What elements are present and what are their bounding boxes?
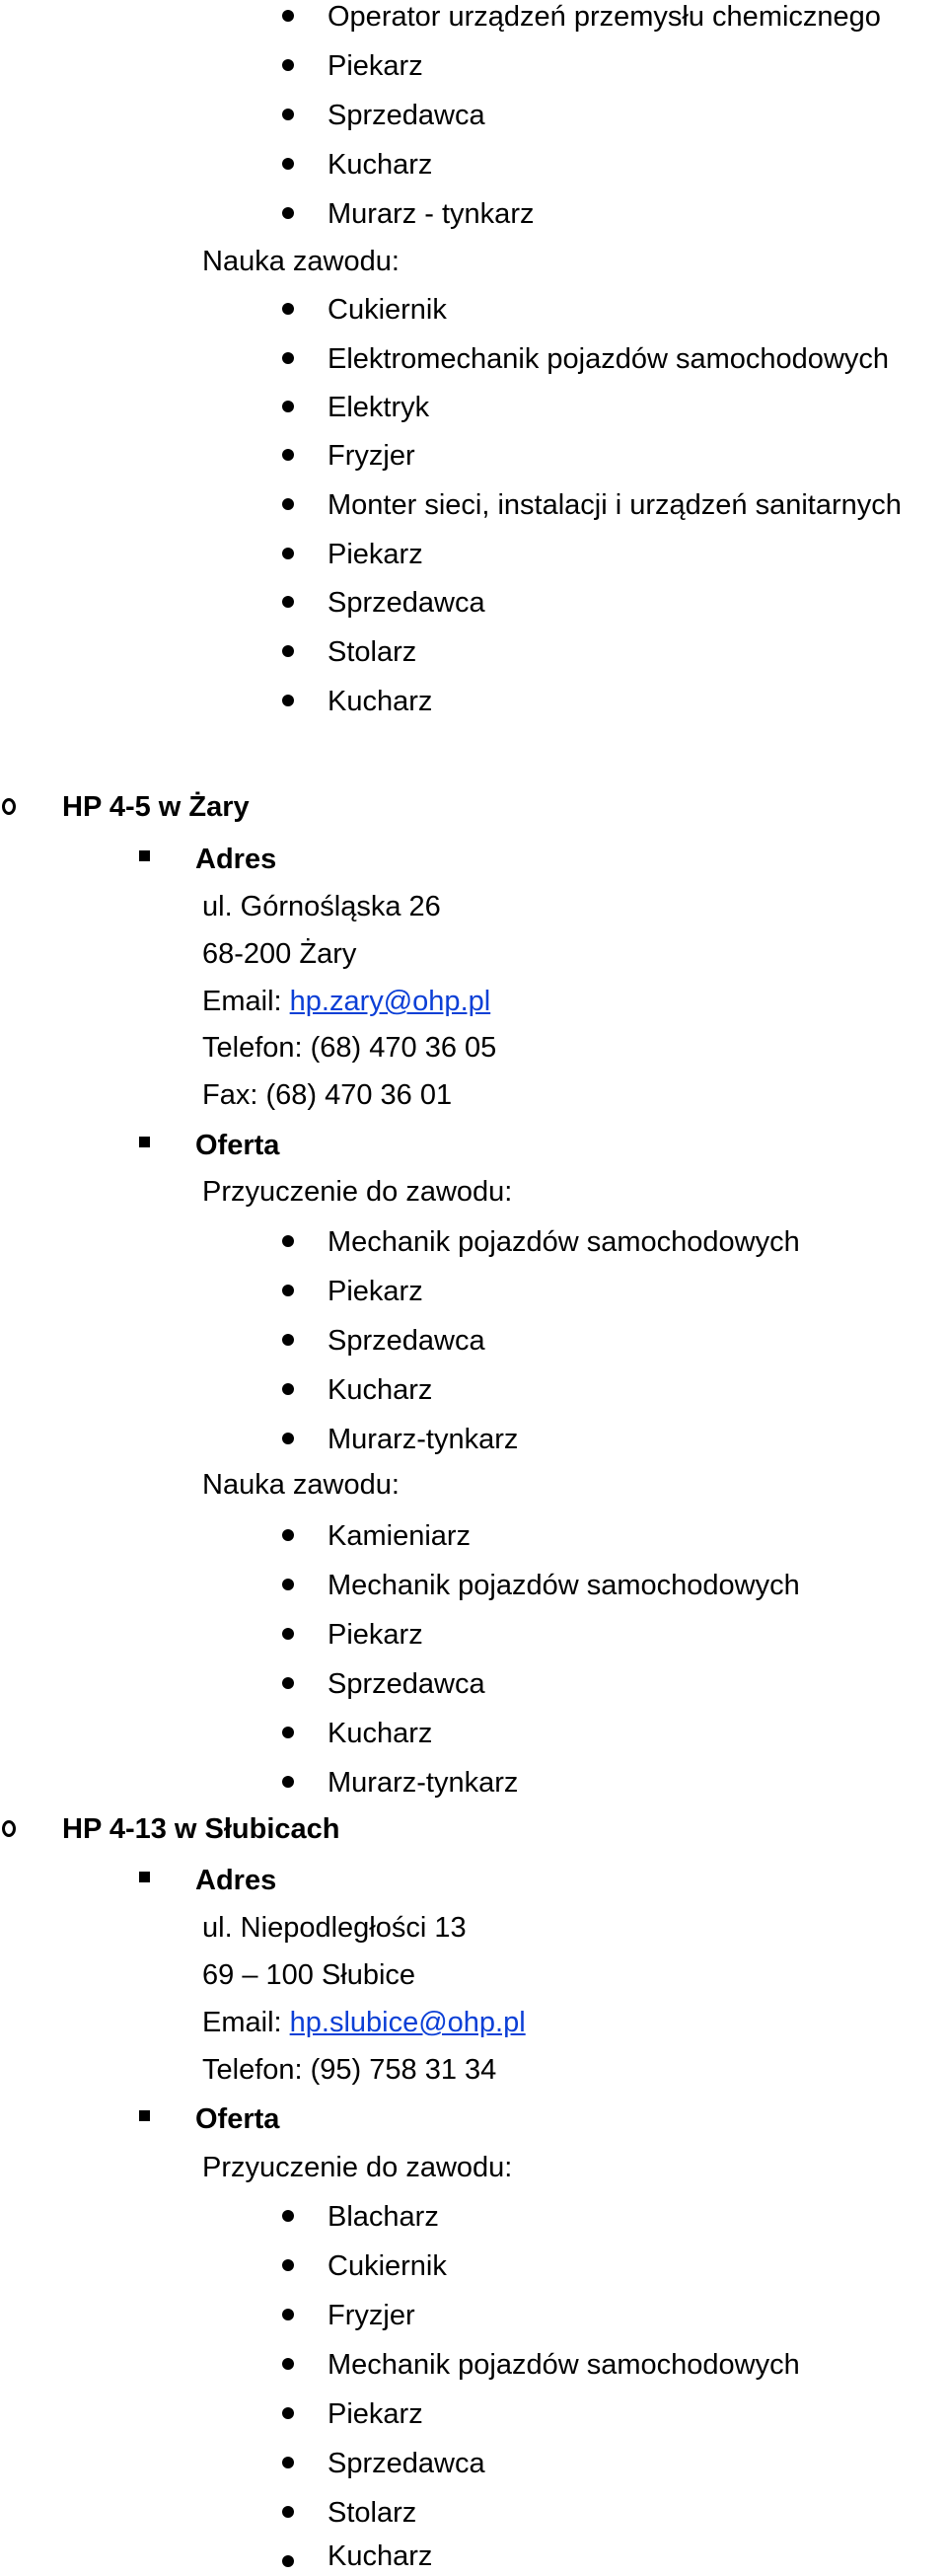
list-item: Piekarz [328, 50, 423, 82]
bullet-icon [282, 498, 294, 510]
bullet-icon [282, 207, 294, 219]
bullet-icon [282, 158, 294, 170]
list-item: Kucharz [328, 2540, 433, 2572]
email-line [202, 2003, 526, 2042]
list-item: Mechanik pojazdów samochodowych [328, 2349, 800, 2381]
email-link[interactable]: hp.zary@ohp.pl [289, 986, 491, 1017]
bullet-icon [282, 1579, 294, 1590]
email-label: Email: [202, 986, 290, 1017]
offer-heading: Oferta [195, 1130, 280, 1161]
list-item: Sprzedawca [328, 587, 485, 619]
bullet-icon [282, 1628, 294, 1640]
square-bullet-icon [139, 850, 150, 861]
bullet-icon [282, 2358, 294, 2370]
apprenticeship-heading: Przyuczenie do zawodu: [202, 2152, 513, 2183]
square-bullet-icon [139, 2110, 150, 2121]
list-item: Kucharz [328, 149, 433, 181]
bullet-icon [282, 596, 294, 608]
email-label: Email: [202, 2007, 290, 2038]
vocational-heading: Nauka zawodu: [202, 246, 400, 277]
email-line [202, 982, 490, 1021]
bullet-icon [282, 1529, 294, 1541]
vocational-heading: Nauka zawodu: [202, 1469, 400, 1501]
offer-heading: Oferta [195, 2103, 280, 2135]
branch-title: HP 4-13 w Słubicach [62, 1813, 340, 1845]
list-item: Elektryk [328, 392, 430, 423]
list-item: Kucharz [328, 1718, 433, 1749]
email-link[interactable]: hp.slubice@ohp.pl [289, 2007, 526, 2038]
bullet-icon [282, 645, 294, 657]
list-item: Elektromechanik pojazdów samochodowych [328, 343, 890, 375]
list-item: Sprzedawca [328, 1325, 485, 1357]
list-item: Sprzedawca [328, 2448, 485, 2479]
apprenticeship-heading: Przyuczenie do zawodu: [202, 1176, 513, 1208]
bullet-icon [282, 548, 294, 559]
list-item: Piekarz [328, 1619, 423, 1651]
bullet-icon [282, 2210, 294, 2222]
list-item: Kamieniarz [328, 1520, 472, 1552]
bullet-icon [282, 2506, 294, 2518]
list-item: Blacharz [328, 2201, 439, 2233]
bullet-icon [282, 2259, 294, 2271]
list-item: Murarz-tynkarz [328, 1767, 519, 1799]
bullet-icon [282, 10, 294, 22]
list-item: Murarz - tynkarz [328, 198, 535, 230]
circle-bullet-icon [2, 1820, 16, 1837]
list-item: Operator urządzeń przemysłu chemicznego [328, 1, 881, 33]
bullet-icon [282, 2457, 294, 2468]
circle-bullet-icon [2, 798, 16, 815]
street-address: ul. Górnośląska 26 [202, 891, 441, 922]
bullet-icon [282, 1334, 294, 1346]
list-item: Fryzjer [328, 440, 415, 472]
bullet-icon [282, 352, 294, 364]
postal-address: 68-200 Żary [202, 938, 357, 970]
list-item: Sprzedawca [328, 1668, 485, 1700]
bullet-icon [282, 401, 294, 412]
bullet-icon [282, 109, 294, 120]
bullet-icon [282, 1433, 294, 1444]
bullet-icon [282, 2555, 294, 2567]
phone-number: Telefon: (68) 470 36 05 [202, 1032, 497, 1064]
list-item: Murarz-tynkarz [328, 1424, 519, 1455]
bullet-icon [282, 1285, 294, 1296]
bullet-icon [282, 303, 294, 315]
address-heading: Adres [195, 1865, 277, 1896]
bullet-icon [282, 1727, 294, 1738]
bullet-icon [282, 2407, 294, 2419]
list-item: Piekarz [328, 1276, 423, 1307]
bullet-icon [282, 59, 294, 71]
list-item: Kucharz [328, 1374, 433, 1406]
square-bullet-icon [139, 1137, 150, 1147]
street-address: ul. Niepodległości 13 [202, 1912, 467, 1944]
bullet-icon [282, 449, 294, 461]
list-item: Piekarz [328, 2398, 423, 2430]
branch-title: HP 4-5 w Żary [62, 791, 250, 823]
list-item: Stolarz [328, 636, 417, 668]
fax-number: Fax: (68) 470 36 01 [202, 1079, 453, 1111]
list-item: Stolarz [328, 2497, 417, 2529]
phone-number: Telefon: (95) 758 31 34 [202, 2054, 497, 2086]
bullet-icon [282, 1776, 294, 1788]
list-item: Fryzjer [328, 2300, 415, 2331]
square-bullet-icon [139, 1872, 150, 1882]
list-item: Mechanik pojazdów samochodowych [328, 1226, 800, 1258]
list-item: Sprzedawca [328, 100, 485, 131]
list-item: Cukiernik [328, 2250, 447, 2282]
postal-address: 69 – 100 Słubice [202, 1959, 416, 1991]
bullet-icon [282, 1383, 294, 1395]
list-item: Monter sieci, instalacji i urządzeń sanitarnych [328, 489, 902, 521]
list-item: Piekarz [328, 539, 423, 570]
bullet-icon [282, 2309, 294, 2320]
bullet-icon [282, 1677, 294, 1689]
bullet-icon [282, 1235, 294, 1247]
list-item: Cukiernik [328, 294, 447, 326]
address-heading: Adres [195, 844, 277, 875]
bullet-icon [282, 695, 294, 706]
list-item: Mechanik pojazdów samochodowych [328, 1570, 800, 1601]
list-item: Kucharz [328, 686, 433, 717]
